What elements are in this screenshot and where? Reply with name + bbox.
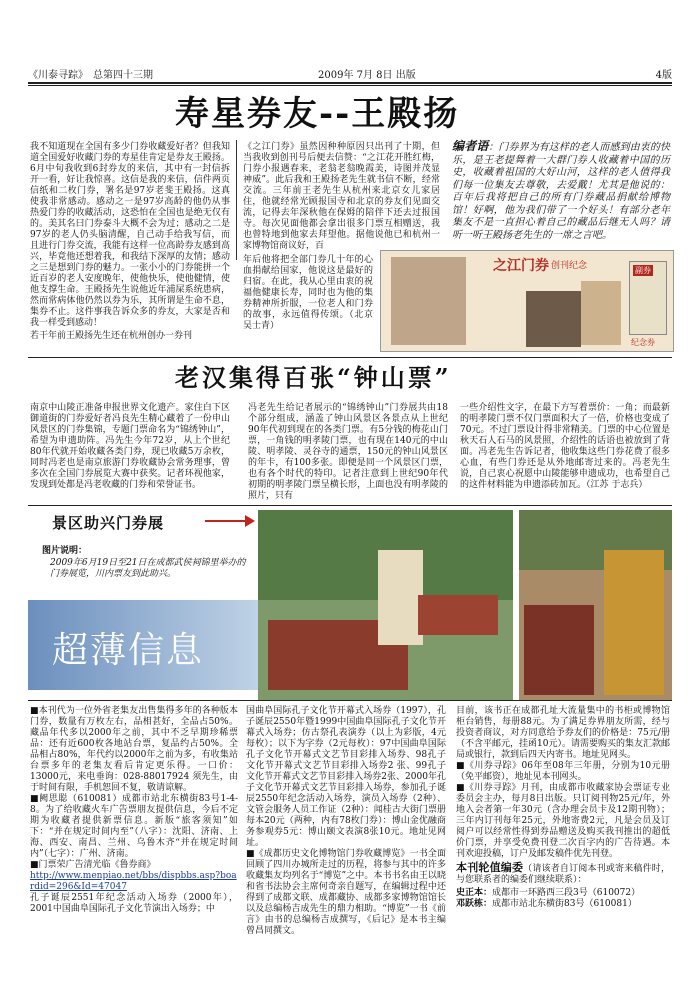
page-number: 4版 — [655, 70, 672, 81]
editor-note-label: 编者语 — [452, 139, 489, 153]
section-rule — [28, 357, 672, 358]
person-photo — [526, 291, 581, 347]
exhibit-rule — [28, 505, 672, 506]
info-notice-4: 孔子诞辰2551年纪念活动入场券（2000年），2001中国曲阜国际孔子文化节演出入场券；中 — [30, 893, 238, 914]
article1-text1: 我不知道现在全国有多少门券收藏爱好者？但我知道全国爱好收藏门券的寿星佳肯定是券友王殿扬。6月中旬我收到6封券友的来信，其中有一封信拆开一看，好让我惊喜。这信是我的来信，信件两页信纸和二枚门券，署名是97岁老斐王殿扬。这真使我非常感动。感动之一是97岁高龄的他仍从事热爱门券的收藏活动，这恐怕在全国也是绝无仅有的。美其名曰门券泰斗大概不会为过；感动之二是97岁的老人仍头脑清醒，自己动手给我写信，而且进行门券交流，我能有这样一位高龄券友感到高兴，毕竟他还想着我，和我结下深厚的友情；感动之三是想到门券的魅力。一张小小的门券能拼一个近百岁的老人安度晚年，使他快乐，使他健情，使他支撑生命。王殿扬先生说他近年浦屎系统患病，然而常病体他仍然以券为乐，其所谓是生命不息，集券不止。这件事我告诉众多的券友，大家是否和我一样受到感动！ — [30, 142, 230, 328]
editor1-address: 成都市一环路西三段3号（610072） — [492, 888, 641, 898]
info-notice-8: ■《川券寻踪》06年至08年三年册，分别为10元册（免平邮资），地址见本刊网头。 — [456, 761, 670, 782]
banner-background — [28, 600, 258, 690]
info-notice-3: ■门票荣广告清光临《鲁券商》 — [30, 860, 156, 870]
info-column2 — [246, 706, 446, 937]
info-notice-7: 目前，该书正在成都孔址大流量集中的书柜或博物馆柜台销售，每册88元。为了满足券界朋友所需，经与投资者商议，对方同意给予券友们的价格是：75元/册（不含平邮元，挂函10元）。请需要购买的集友汇款邮局或银行，款到后四天内寄书。地址见网头。 — [456, 706, 670, 760]
info-column1 — [30, 706, 238, 915]
exhibit-title: 景区助兴门券展 — [52, 514, 165, 532]
exhibit-photo-1 — [258, 510, 513, 700]
photo-collage-king — [380, 250, 674, 352]
info-notice-1: ■本刊代为一位外省老集友出售集得多年的各种版本门券，数量有万枚左右，品相甚好，全品占50%。藏品年代多以2000年之前，其中不乏早期珍稀票品：还有近600枚各地站台票，复品约占50%。全品相占80%，年代约以2000年之前为多，有收集站台票多年的老集友看后肯定更乐得。一口价：13000元，来电垂询：028-88017924 须先生，由于时间有限，手机恕回不复，敬请谅解。 — [30, 706, 238, 793]
info-rule — [28, 700, 672, 701]
memorial-ticket-label: 纪念券 — [631, 338, 655, 347]
brand-zhijiang: 之江门券 — [493, 258, 549, 274]
info-notice-6: ■《成都历史文化博物馆门券收藏博览》一书全面回顾了四川办城所走过的历程，将参与其中的许多收藏集友均列名于“博览”之中。本书书名由王以晓和省书法协会主席何奇亲自题写，在编辑过程中还得到了成都文联、成都藏协、成都多家博物馆馆长以及总编杨吉成先生的鼎力相助。“博览”一书《前言》由书的总编杨吉成撰写，《后记》是本书主编曾昌同撰文。 — [246, 849, 446, 936]
article2-column2: 冯老先生给记者展示的“锦绣钟山”门券展共由18个部分组成，涵盖了钟山风景区各景点从上世纪90年代初到现在的各类门票。有5分钱的梅花山门票，一角钱的明孝陵门票，也有现在140元的中山陵、明孝陵、灵谷寺的通票，150元的钟山风景区的年卡，有100多张。即便是同一个风景区门票，也有各个时代的特印。记者注意到上世纪90年代初期的明孝陵门票呈横长形，上面也没有明孝陵的照片，只有 — [248, 403, 448, 501]
paper-name: 《川泰寻踪》 — [28, 70, 88, 81]
article1-column1 — [30, 142, 230, 342]
editor-note — [452, 140, 670, 242]
banner-title: 超薄信息 — [52, 630, 205, 671]
column-divider — [236, 140, 237, 260]
info-url-link[interactable]: http://www.menpiao.net/bbs/dispbbs.asp?boardid=296&Id=47047 — [30, 871, 237, 892]
arrow-right-icon — [245, 515, 255, 527]
rotation-note: （请该者自订阅本刊或寄来稿件时，与您联系者的编委们继续联系）： — [456, 864, 670, 885]
editor-note-text: ：门券界为有这样的老人而感到由衷的快乐，是王老提舞着一大群门券人收藏着中国的历史，收藏着祖国的大好山河，这样的老人值得我们每一位集友去尊敬，去爱戴！尤其是他说的：百年后我将把自己的所有门券藏品捐献给博物馆！好啊，他为我们带了一个好头！有部分老年集友不是一直担心着自己的藏品后继无人吗？请听一听王殿扬老先生的一席之言吧。 — [452, 142, 670, 241]
info-column3 — [456, 706, 670, 910]
arrow-shaft — [205, 520, 250, 522]
headline-zhongshan: 老汉集得百张“钟山票” — [175, 363, 452, 392]
portrait-photo — [391, 257, 466, 345]
brand-subtitle: 创刊纪念 — [551, 261, 588, 271]
article1-column2b: 年后他将把全部门券几十年的心血捐献给国家，他说这是最好的归宿。在此，我从心里由衷的祝福他健康长寿，同时也为他的集券精神所折服，一位老人和门券的故事，永远值得传颂。（北京 吴士青） — [243, 255, 373, 331]
issue-number: 总第四十三期 — [93, 70, 153, 81]
person-photo-2 — [581, 281, 621, 345]
header-rule — [28, 82, 672, 84]
publish-date: 2009年 7月 8日 出版 — [318, 70, 416, 81]
editor1-label: 史正本： — [456, 888, 493, 898]
article1-text1-end: 若干年前王殿扬先生还在杭州创办一券刊 — [30, 331, 193, 341]
exhibit-caption: 2009年6月19日至21日在成都武侯祠锦里举办的门券展览，川内票友到此助兴。 — [50, 558, 246, 579]
article2-column1: 南京中山陵正准备申报世界文化遗产。家住白下区御道街的门券爱好者冯良先生精心藏着了一份申山风景区的门券集锦，专题门票命名为“锦绣钟山”，希望为申遗助阵。冯先生今年72岁，从上个世纪80年代就开始收藏各类门券，现已收藏5万余枚，同时冯老也是南京旅游门券收藏协会常务理事，曾多次在全国门券展览大赛中获奖。记者环视他家，发现到处都是冯老收藏的门券和荣誉证书。 — [30, 403, 230, 490]
rotation-title: 本刊轮值编委 — [456, 861, 524, 874]
header-rule-thin — [28, 85, 672, 86]
info-notice-2: ■阙思聪（610081）成都市站北东横街83号1-4-8。为了给收藏火车广告票朋友提供信息，今后不定期为收藏者提供新票信息。新版“旅客须知”如下：“并在规定时间内至”（八字）：沈阳、济南、上海、西安、南昌、兰州、乌鲁木齐“并在规定时间内”（七字）：广州、济南。 — [30, 794, 238, 859]
headline-main: 寿星券友--王殿扬 — [175, 94, 460, 134]
page-header — [28, 60, 672, 82]
ticket-stub-label: 副券 — [635, 266, 651, 275]
editor2-label: 邓跃栋： — [456, 899, 493, 909]
article1-column2a: 《之江门券》虽然因种种原因只出刊了十期，但当我收到创刊号后便去信赞：“之江花开胜红梅，门券小报遇春来，老翁老翁晚霞美，诗图并茂显神威”。此后我和王殿扬老先生就书信不断，经常交流。三年前王老先生从杭州来北京女儿家居住，他就经常光顾报国寺和北京的券友们见面交流，记得去年深秋他在保姆的陪伴下还去过报国寺。每次见面他都会拿出很多门票互相赠送，我也曾特地到他家去拜望他。据他说他已和杭州一家博物馆商议好，百 — [243, 142, 440, 251]
article2-column3: 一些介绍性文字，在最下方写着票价：一角；而最新的明孝陵门票不仅门票面积大了一倍，价格也变成了70元。不过门票设计得非常精美。门票的中心位置是秋天石人石马的风景照，介绍性的话语也被放到了背面。冯老先生告诉记者，他收集这些门券花费了很多心血，有些门券还是从外地邮寄过来的。冯老先生说，自己衷心祝愿中山陵能够申遗成功，也希望自己的这件材料能为申遗添砖加瓦。（江苏 于志兵） — [460, 403, 670, 490]
info-notice-9: ■《川券寻踪》月刊，由成都市收藏家协会票证专业委员会主办，每月8日出版。只订阅刊物25元/年，外地入会者第一年30元（含办理会员卡及12期刊物）；三年内订刊每年25元，外地寄费2元，凡是会员及订阅户可以经常性得到券品赠送及购买我刊推出的超低价门票，并享受免费刊登二次百字内的广告待遇。本刊欢迎投稿，订户及邮发稿件优先刊登。 — [456, 783, 670, 859]
caption-label: 图片说明： — [42, 546, 88, 556]
info-notice-5: 国曲阜国际孔子文化节开幕式入场券（1997），孔子诞辰2550年暨1999中国曲阜国际孔子文化节开幕式入场券；仿古祭孔表演券（以上为彩版，4元每枚）；以下为字券（2元每枚）：97中国曲阜国际孔子文化节开幕式文艺节目彩排入场券、98孔子文化节开幕式文艺节目彩排入场券2 张、99孔子文化节开幕式文艺节目彩排入场券2张、2000年孔子文化节开幕式文艺节目彩排入场券，参加孔子诞辰2550年纪念活动入场券，演员入场券（2种）、文管会服务人员工作证（2种）：闻桂古大街门票册每本20元（两种，内有78枚门券）：博山金优融商务参观券5元：博山颐文表演8张10元。地址见网址。 — [246, 706, 446, 848]
exhibit-photo-2 — [519, 510, 672, 700]
ticket-stub — [629, 261, 667, 335]
editor2-address: 成都市站北东横街83号（610081） — [492, 899, 637, 909]
